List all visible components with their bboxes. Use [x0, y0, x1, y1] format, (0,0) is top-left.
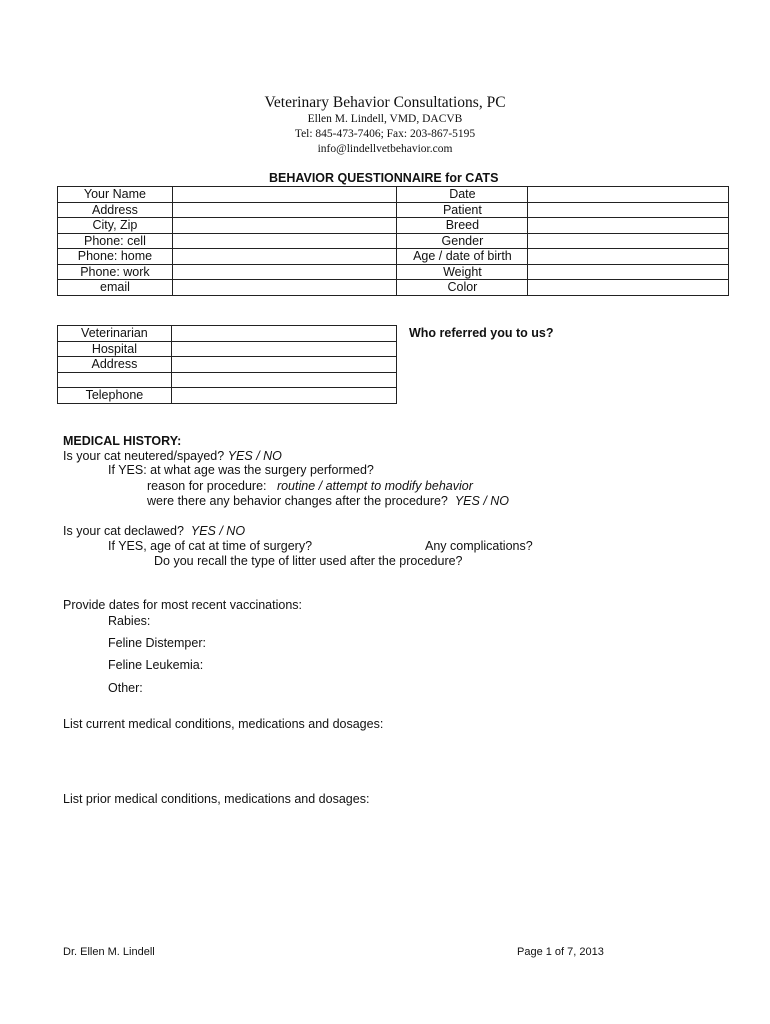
table-row	[58, 233, 729, 249]
vet-telephone-field[interactable]	[171, 388, 396, 404]
table-row	[58, 264, 729, 280]
patient-field[interactable]	[528, 202, 729, 218]
medical-history-heading: MEDICAL HISTORY:	[63, 434, 182, 448]
email-line: info@lindellvetbehavior.com	[317, 143, 453, 155]
surgery-age-question: If YES: at what age was the surgery performed?	[108, 463, 374, 477]
weight-field[interactable]	[528, 264, 729, 280]
address-field[interactable]	[172, 202, 397, 218]
vaccine-leukemia: Feline Leukemia:	[108, 658, 204, 672]
behavior-changes-question	[147, 494, 509, 508]
declawed-question-text: Is your cat declawed?	[63, 524, 184, 538]
vaccine-rabies: Rabies:	[108, 614, 151, 628]
field-label: Telephone	[58, 388, 172, 404]
referral-label: Who referred you to us?	[409, 326, 554, 340]
color-field[interactable]	[528, 280, 729, 296]
age-field[interactable]	[528, 249, 729, 265]
field-label: email	[58, 280, 173, 296]
phone-work-field[interactable]	[172, 264, 397, 280]
contact-line: Tel: 845-473-7406; Fax: 203-867-5195	[294, 128, 476, 140]
reason-label: reason for procedure:	[147, 479, 267, 493]
reason-question	[147, 479, 473, 493]
declawed-question	[63, 524, 245, 538]
veterinarian-table	[57, 325, 397, 404]
company-name: Veterinary Behavior Consultations, PC	[264, 94, 506, 111]
table-row	[58, 187, 729, 203]
reason-options[interactable]: routine / attempt to modify behavior	[276, 479, 473, 493]
neutered-question	[63, 449, 282, 463]
owner-patient-table	[57, 186, 729, 296]
table-row	[58, 388, 397, 404]
field-label: Your Name	[58, 187, 173, 203]
yes-no-option[interactable]: YES / NO	[454, 494, 510, 508]
city-zip-field[interactable]	[172, 218, 397, 234]
phone-home-field[interactable]	[172, 249, 397, 265]
field-label: Gender	[397, 233, 528, 249]
neutered-question-text: Is your cat neutered/spayed?	[63, 449, 225, 463]
hospital-field[interactable]	[171, 341, 396, 357]
vet-address-line2-field[interactable]	[171, 372, 396, 388]
table-row	[58, 326, 397, 342]
field-label: Phone: work	[58, 264, 173, 280]
yes-no-option[interactable]: YES / NO	[190, 524, 246, 538]
table-row	[58, 202, 729, 218]
doctor-name: Ellen M. Lindell, VMD, DACVB	[307, 113, 463, 125]
form-title: BEHAVIOR QUESTIONNAIRE for CATS	[269, 171, 499, 185]
table-row	[58, 372, 397, 388]
vaccine-other: Other:	[108, 681, 143, 695]
complications-question: Any complications?	[425, 539, 533, 553]
current-conditions-prompt: List current medical conditions, medications and dosages:	[63, 717, 384, 731]
field-label	[58, 372, 172, 388]
breed-field[interactable]	[528, 218, 729, 234]
vaccine-distemper: Feline Distemper:	[108, 636, 206, 650]
field-label: Patient	[397, 202, 528, 218]
field-label: Phone: cell	[58, 233, 173, 249]
field-label: Address	[58, 357, 172, 373]
vet-address-field[interactable]	[171, 357, 396, 373]
footer-page-number: Page 1 of 7, 2013	[517, 946, 604, 958]
field-label: Veterinarian	[58, 326, 172, 342]
field-label: Breed	[397, 218, 528, 234]
table-row	[58, 341, 397, 357]
veterinarian-field[interactable]	[171, 326, 396, 342]
prior-conditions-prompt: List prior medical conditions, medications and dosages:	[63, 792, 370, 806]
email-field[interactable]	[172, 280, 397, 296]
field-label: Color	[397, 280, 528, 296]
vaccinations-heading: Provide dates for most recent vaccinations:	[63, 598, 303, 612]
field-label: Date	[397, 187, 528, 203]
litter-question: Do you recall the type of litter used after the procedure?	[154, 554, 463, 568]
field-label: Address	[58, 202, 173, 218]
table-row	[58, 357, 397, 373]
table-row	[58, 280, 729, 296]
behavior-changes-text: were there any behavior changes after the procedure?	[147, 494, 448, 508]
date-field[interactable]	[528, 187, 729, 203]
field-label: Weight	[397, 264, 528, 280]
owner-name-field[interactable]	[172, 187, 397, 203]
phone-cell-field[interactable]	[172, 233, 397, 249]
footer-author: Dr. Ellen M. Lindell	[63, 946, 155, 958]
table-row	[58, 218, 729, 234]
field-label: Age / date of birth	[397, 249, 528, 265]
field-label: Phone: home	[58, 249, 173, 265]
field-label: Hospital	[58, 341, 172, 357]
table-row	[58, 249, 729, 265]
yes-no-option[interactable]: YES / NO	[227, 449, 282, 463]
field-label: City, Zip	[58, 218, 173, 234]
gender-field[interactable]	[528, 233, 729, 249]
declaw-age-question: If YES, age of cat at time of surgery?	[108, 539, 313, 553]
